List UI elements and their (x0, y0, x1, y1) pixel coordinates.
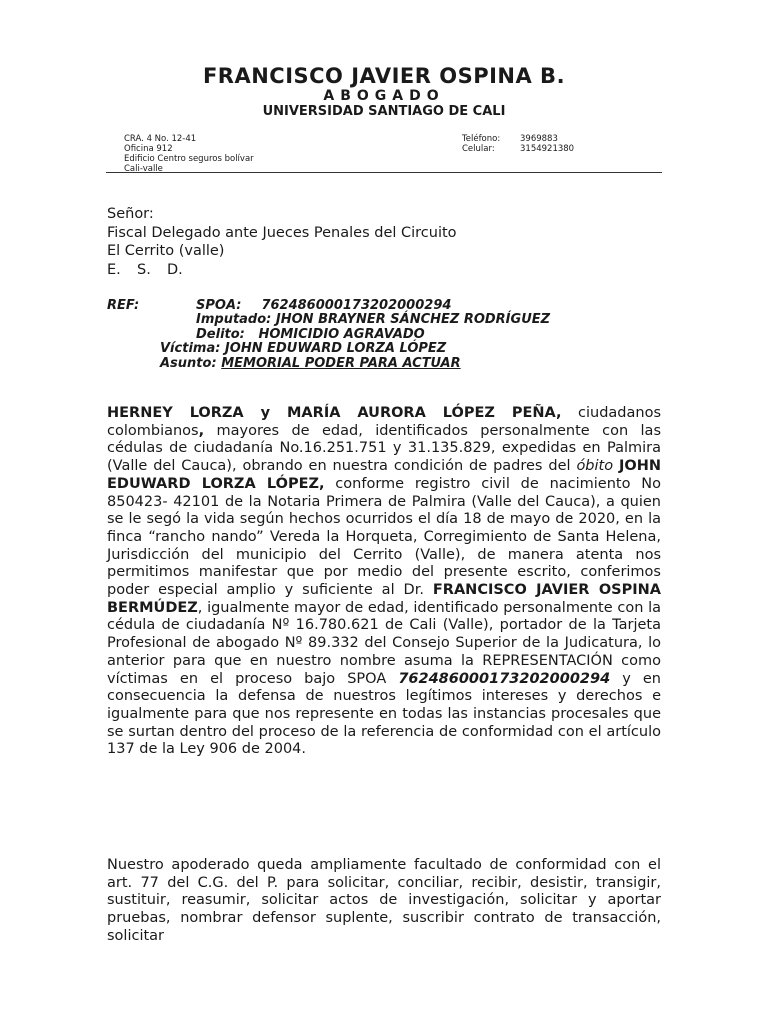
cell-row (462, 144, 574, 154)
ref-imputado: Imputado: JHON BRAYNER SÁNCHEZ RODRÍGUEZ (196, 312, 551, 327)
ref-spoa-label: SPOA: (196, 298, 242, 313)
lawyer-title: ABOGADO (323, 88, 445, 104)
contact-numbers (462, 134, 574, 154)
salutation: Señor: (107, 206, 154, 222)
esd-line (107, 261, 457, 280)
ref-label: REF: (107, 298, 140, 313)
body-text-run: y en consecuencia la defensa de nuestros legítimos intereses y derechos e igualmente para que nos represente en todas las instancias procesales que se surtan dentro del proceso de la referencia de conformidad con el artículo 137 de la Ley 906 de 2004. (107, 670, 661, 758)
spoa-number: 762486000173202000294 (398, 670, 611, 687)
addressee-line: Fiscal Delegado ante Jueces Penales del Circuito (107, 224, 457, 241)
body-paragraph (107, 405, 661, 759)
body-text-run: , igualmente mayor de edad, identificado personalmente con la cédula de ciudadanía Nº 16.780.621 de Cali (Valle), portador de la Tarjeta Profesional de abogado Nº 89.332 del Consejo Superior de la Judicatura, lo anterior para que en nuestro nombre asuma la REPRESENTACIÓN como víctimas en el proceso bajo SPOA (107, 599, 661, 687)
body-text-run: mayores de edad, identificados personalmente con las cédulas de ciudadanía No.16.251.751 y 31.135.829, expedidas en Palmira (Valle del Cauca), obrando en nuestra condición de padres del (107, 422, 661, 475)
body-text-run: , (198, 422, 205, 439)
esd-letter: S. (137, 261, 151, 278)
body-text-run: conforme registro civil de nacimiento No 850423- 42101 de la Notaria Primera de Palmira (Valle del Cauca), a quien se le segó la vida según hechos ocurridos el día 18 de mayo de 2020, en la finca “rancho nando” Vereda la Horqueta, Corregimiento de Santa Helena, Jurisdicción del municipio del Cerrito (Valle), de manera atenta nos permitimos manifestar que por medio del presente escrito, conferimos poder especial amplio y suficiente al Dr. (107, 475, 661, 599)
ref-asunto-label: Asunto: (160, 356, 217, 371)
attorney-name: FRANCISCO JAVIER OSPINA BERMÚDEZ (107, 582, 661, 616)
ref-asunto-value: MEMORIAL PODER PARA ACTUAR (221, 356, 461, 371)
office-address (124, 134, 254, 174)
address-line: Edificio Centro seguros bolívar (124, 154, 254, 164)
addressee-block (107, 205, 457, 279)
ref-victima: Víctima: JOHN EDUWARD LORZA LÓPEZ (160, 341, 447, 356)
body-text-run: ciudadanos colombianos (107, 405, 661, 439)
header-divider (106, 172, 662, 173)
ref-spoa-number: 762486000173202000294 (261, 298, 452, 313)
phone-row (462, 134, 574, 144)
cell-number: 3154921380 (520, 144, 575, 154)
cell-label: Celular: (462, 144, 495, 154)
phone-label: Teléfono: (462, 134, 501, 144)
phone-number: 3969883 (520, 134, 558, 144)
esd-letter: D. (167, 261, 183, 278)
client-names: HERNEY LORZA y MARÍA AURORA LÓPEZ PEÑA, (107, 405, 562, 421)
university-name: UNIVERSIDAD SANTIAGO DE CALI (262, 104, 506, 119)
ref-asunto-line (160, 357, 461, 372)
lawyer-name: FRANCISCO JAVIER OSPINA B. (202, 64, 566, 88)
addressee-line: El Cerrito (valle) (107, 243, 225, 259)
address-line: Oficina 912 (124, 144, 173, 154)
esd-letter: E. (107, 261, 121, 278)
ref-delito: Delito: HOMICIDIO AGRAVADO (196, 327, 425, 342)
address-line: CRA. 4 No. 12-41 (124, 134, 197, 144)
victim-name: JOHN EDUWARD LORZA LÓPEZ, (107, 458, 662, 492)
address-line: Cali-valle (124, 164, 163, 174)
body-paragraph: Nuestro apoderado queda ampliamente facultado de conformidad con el art. 77 del C.G. del P. para solicitar, conciliar, recibir, desistir, transigir, sustituir, reasumir, solicitar actos de investigación, solicitar y aportar pruebas, nombrar defensor suplente, suscribir contrato de transacción, solicitar (107, 857, 661, 944)
body-text-run: óbito (576, 458, 614, 475)
